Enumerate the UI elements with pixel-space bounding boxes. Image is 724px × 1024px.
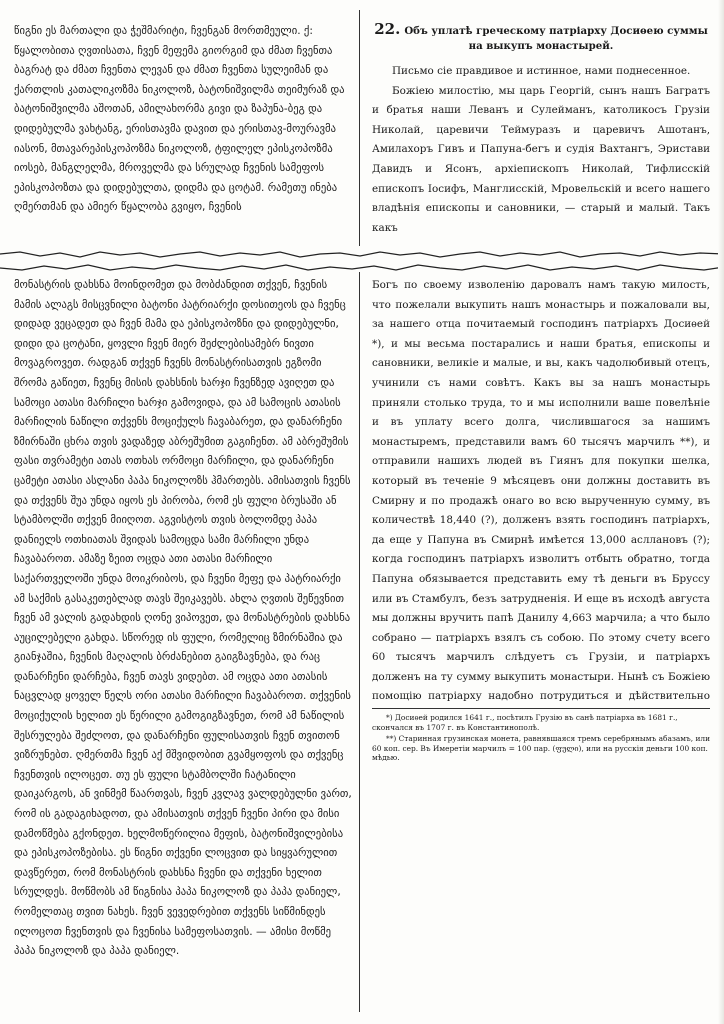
upper-section xyxy=(0,0,724,250)
page-separator xyxy=(0,248,724,274)
footnotes xyxy=(372,708,710,765)
russian-text-upper xyxy=(372,22,710,238)
column-divider xyxy=(359,272,360,1012)
paragraph-body: Божіею милостію, мы царь Георгій, сынъ нашъ Багратъ и братья наши Леванъ и Сулейманъ, католикосъ Грузіи Николай, царевичи Теймуразъ и царевичъ Ашотанъ, Амилахоръ Гивъ и Папуна-бегъ и судія Вахтангъ, Эристави Давидъ и Ясонъ, архіепископъ Николай, Тифлисскій епископъ Іосифъ, Манглисскій, Мровельскій и всего нашего владѣнія епископы и сановники, — старый и малый. Такъ какъ xyxy=(372,84,710,234)
paragraph-intro: Письмо сіе правдивое и истинное, нами поднесенное. xyxy=(392,65,691,77)
georgian-text-lower: მონასტრის დახსნა მოინდომეთ და მობძანდით თქვენ, ჩვენის მამის ალაგს მისცვნილი ბატონი პატრიარქი დოსითეოს და ჩვენც დიდად ვეცადეთ და ჩვენ მამა და ეპისკოპოზნი და დიდებულნი, დიდი და ცოტანი, ყოვლი ჩვენ მიერ შეძლებისამებრ ნივთი მოვაგროვეთ. რადგან თქვენ ჩვენს მონასტრისათვის ეგზომი შრომა გაწიეთ, ჩვენც მისის დახსნის ხარჯი ჩვენზედ ავიღეთ და სამოცი ათასი მარჩილი ხარჯი გამოვიდა, და ამ სამოცის ათასის მარჩილის ნაწილი თქვენს მოციქულს ჩავაბარეთ, და დანარჩენი ზმირნაში ცხრა თვის ვადაზედ აბრეშუმით გაგიჩენთ. ამ აბრეშუმის ფასი თვრამეტი ათას ოთხას ორმოცი მარჩილი, და დანარჩენი ცამეტი ათასი ასლანი პაპა ნიკოლოზს ჰმართებს. ამისათვის ჩვენს და თქვენს შუა უნდა იყოს ეს პირობა, რომ ეს ფული ბრუსაში ან სტამბოლში თქვენ მიიღოთ. აგვისტოს თვის ბოლომდე პაპა დანიელს ოთხიათას შვიდას სამოცდა სამი მარჩილი უნდა ჩავაბაროთ. ამაზე ზეით ოცდა ათი ათასი მარჩილი საქართველოში უნდა მოიკრიბოს, და ჩვენი მეფე და პატრიარქი ამ საქმის გასაკეთებლად თავს შეიკავებს. ახლა ღვთის შეწევნით ჩვენ ამ ვალის გადახდის ღონე ვიპოვეთ, და მონასტრების დახსნა აუცილებელი გახდა. სწორედ ის ფული, რომელიც ზმირნაშია და გიანჯაშია, ჩვენის მაღალის ბრძანებით გაიგზავნება, და რაც დანარჩენი დარჩება, ჩვენ თავს ვიდებთ. ამ ოცდა ათი ათასის ნაცვლად ყოველ წელს ორი ათასი მარჩილი ჩავაბაროთ. თქვენის მოციქულის ხელით ეს წერილი გამოგიგზავნეთ, რომ ამ ნაწილის შესრულება შეძლოთ, და დანარჩენი ფულისათვის ჩვენ თვითონ ვიზრუნებთ. ღმერთმა ჩვენ აქ მშვიდობით გვამყოფოს და თქვენც ჩვენთვის ილოცეთ. თუ ეს ფული სტამბოლში ჩატანილი დაიკარგოს, ან ვინმემ წაართვას, ჩვენ კვლავ ვალდებულნი ვართ, რომ ის გადაგიხადოთ, და ამისათვის თქვენ ჩვენი პირი და მისი დამოწმება გქონდეთ. ხელმოწერილია მეფის, ბატონიშვილებისა და ეპისკოპოზებისა. ეს წიგნი თქვენი ლოცვით და სიყვარულით დავწერეთ, რომ მონასტრის დახსნა ჩვენი და თქვენი ხელით სრულდეს. მოწმობს ამ წიგნისა პაპა ნიკოლოზ და პაპა დანიელ, რომელთაც თვით ნახეს. ჩვენ ვევედრებით თქვენს სიწმინდეს ილოცოთ ჩვენთვის და ჩვენისა სამეფოსათვის. — ამისი მოწმე პაპა ნიკოლოზ და პაპა დანიელ. xyxy=(14,279,352,958)
footnote-marchil: **) Старинная грузинская монета, равнявшаяся тремъ серебрянымъ абазамъ, или 60 коп. сер. Въ Имеретіи марчилъ = 100 пар. (ფული), или на русскія деньги 100 коп. мѣдью. xyxy=(372,734,710,763)
document-title: Объ уплатѣ греческому патріарху Досиѳею суммы на выкупъ монастырей. xyxy=(404,25,708,52)
document-heading xyxy=(372,22,710,54)
column-divider xyxy=(359,10,360,246)
georgian-text-upper: წიგნი ეს მართალი და ჭეშმარიტი, ჩვენგან მორთმეული. ქ: წყალობითა ღვთისათა, ჩვენ მეფემა გიორგიმ და ძმათ ჩვენთა ბაგრატ და ძმათ ჩვენთა ლევან და ძმათ ჩვენთა სულეიმან და ქართლის კათალიკოზმა ნიკოლოზ, ბატონიშვილმა თეიმურაზ და ბატონიშვილმა აშოთან, ამილახორმა გივი და ზაპუნა-ბეგ და დიდებულმა ვახტანგ, ერისთავმა დავით და ერისთავ-მოურავმა იასონ, მთავარეპისკოპოზმა ნიკოლოზ, ტფილელ ეპისკოპოზმა იოსებ, მანგლელმა, მროველმა და სრულად ჩვენის სამეფოს ეპისკოპოზთა და დიდებულთა, დიდმა და ცოტამ. რამეთუ ინება ღმერთმან და ამიერ წყალობა გვიყო, ჩვენის xyxy=(14,25,345,214)
russian-text-lower: Богъ по своему изволенію даровалъ намъ такую милость, что пожелали выкупить нашъ монастырь и пожаловали вы, за нашего отца почитаемый господинъ патріархъ Досиѳей *), и мы весьма постарались и наши братья, епископы и сановники, великіе и малые, и вы, какъ чадолюбивый отецъ, учинили съ нами совѣтъ. Какъ вы за нашъ монастырь приняли столько труда, то и мы исполнили ваше повелѣніе и въ уплату всего долга, числившагося за нашимъ монастыремъ, представили вамъ 60 тысячъ марчилъ **), и отправили нашихъ людей въ Гиянъ для покупки шелка, который въ теченіе 9 мѣсяцевъ они должны доставить въ Смирну и по продажѣ онаго во всю вырученную сумму, въ количествѣ 18,440 (?), долженъ взять господинъ патріархъ, да еще у Папуна въ Смирнѣ имѣется 13,000 асллановъ (?); когда господинъ патріархъ изволитъ отбыть обратно, тогда Папуна обязывается представить ему тѣ деньги въ Бруссу или въ Стамбулъ, безъ затрудненія. И еще въ исходѣ августа мы должны вручить папѣ Данилу 4,663 марчила; а что было собрано — патріархъ взялъ съ собою. По этому счету всего 60 тысячъ марчилъ слѣдуетъ съ Грузіи, и патріархъ долженъ на ту сумму выкупить монастыри. Нынѣ съ Божіею помощію патріарху надобно потрудиться и дѣйствительно xyxy=(372,279,710,703)
document-number: 22. xyxy=(374,22,401,38)
lower-section xyxy=(0,272,724,1024)
footnote-patriarch: *) Досиѳей родился 1641 г., посѣтилъ Грузію въ санѣ патріарха въ 1681 г., скончался въ 1707 г. въ Константинополѣ. xyxy=(372,713,678,732)
page-edge-shadow xyxy=(718,0,724,1024)
